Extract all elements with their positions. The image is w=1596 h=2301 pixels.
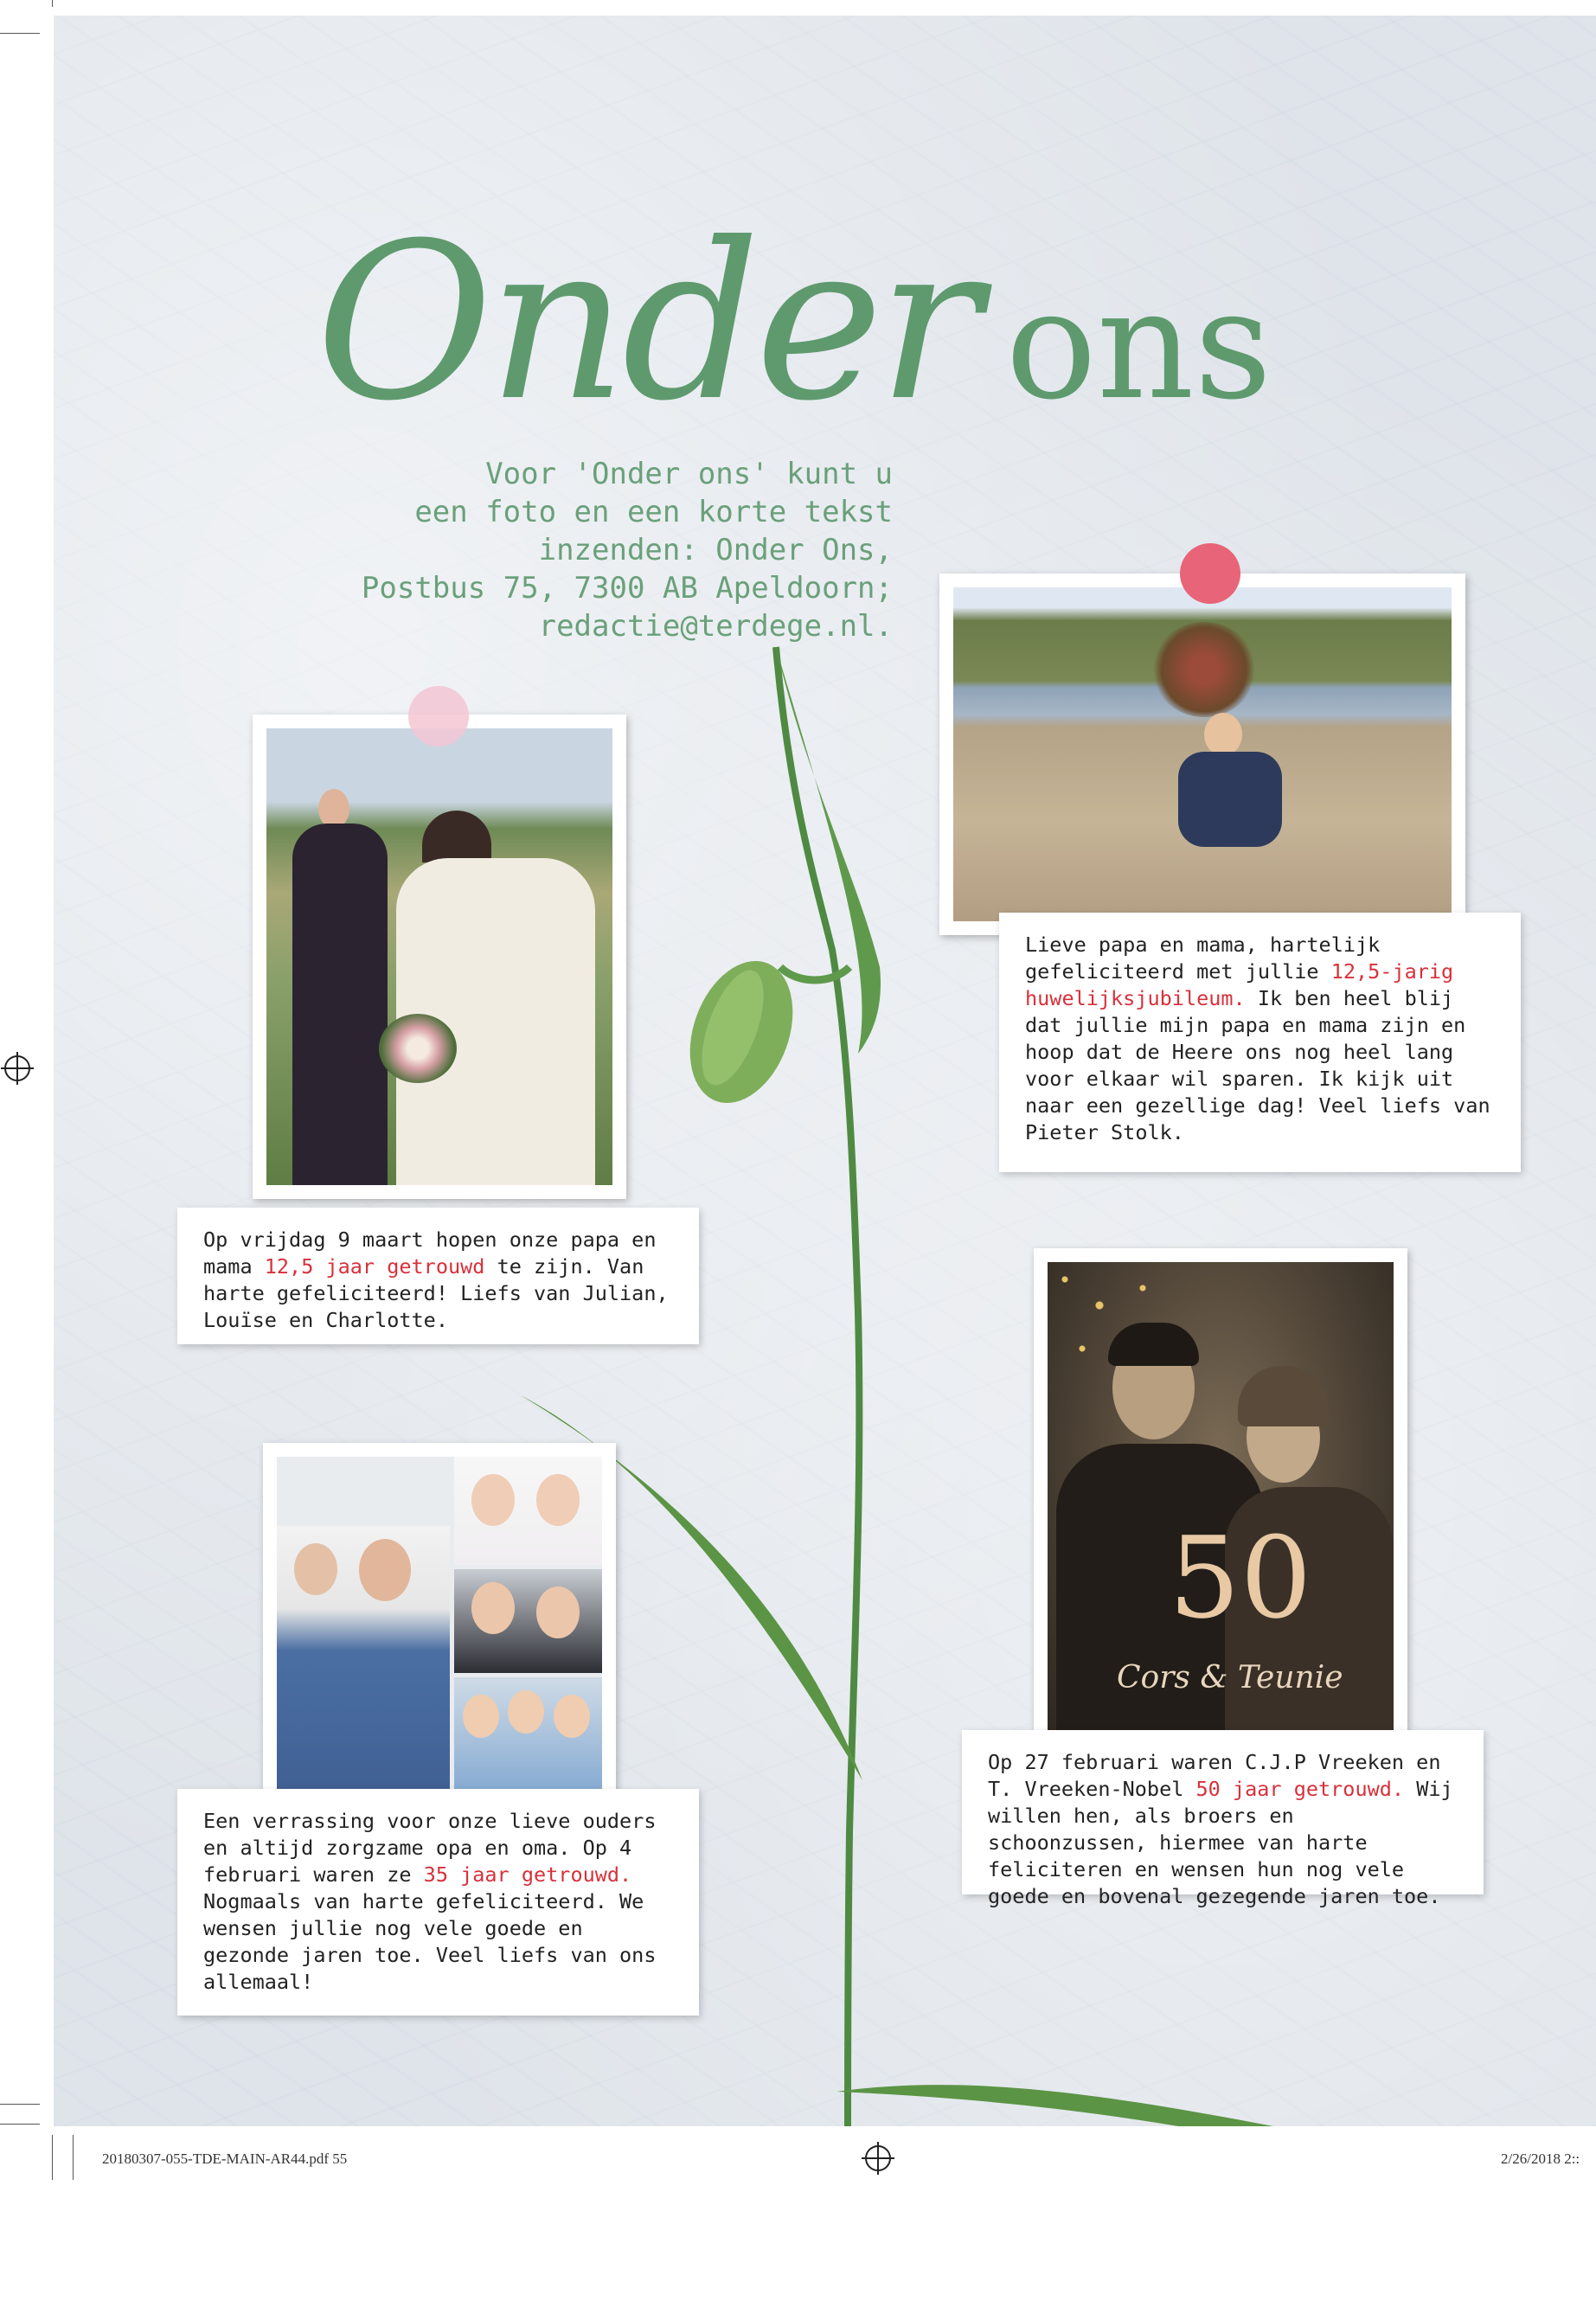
anniversary-card: Op 27 februari waren C.J.P Vreeken en T. Vreeken-Nobel 50 jaar getrouwd. Wij willen hen, als broers en schoonzussen, hiermee van harte feliciteren en wensen hun nog vele goede en bovenal gezegende jaren toe. bbox=[962, 1730, 1484, 1894]
registration-mark-icon bbox=[4, 1055, 30, 1081]
crop-mark bbox=[0, 2124, 40, 2125]
anniversary-photo bbox=[1034, 1248, 1407, 1759]
crop-mark bbox=[0, 33, 40, 34]
pin-pink bbox=[408, 686, 469, 747]
bouquet bbox=[379, 1014, 457, 1083]
kid-face bbox=[554, 1695, 590, 1738]
intro-line: Postbus 75, 7300 AB Apeldoorn; bbox=[361, 571, 893, 606]
pin-red bbox=[1180, 543, 1240, 604]
boy-face bbox=[471, 1582, 515, 1634]
wedding-photo bbox=[253, 715, 626, 1199]
girl-face bbox=[471, 1474, 515, 1526]
family-photo bbox=[263, 1443, 616, 1815]
girl-face bbox=[536, 1474, 580, 1526]
boy-face bbox=[536, 1586, 580, 1638]
kid-face bbox=[508, 1690, 544, 1734]
woman-hair bbox=[1238, 1366, 1329, 1426]
boy-figure bbox=[1204, 713, 1242, 756]
page-title bbox=[316, 196, 1272, 448]
intro-line: Voor 'Onder ons' kunt u bbox=[485, 457, 893, 491]
intro-line: een foto en een korte tekst bbox=[414, 495, 893, 529]
beach-photo bbox=[939, 574, 1465, 935]
anniversary-caption: Cors & Teunie bbox=[1117, 1660, 1343, 1695]
crop-mark bbox=[0, 2104, 40, 2105]
intro-line: redactie@terdege.nl. bbox=[538, 609, 893, 644]
grandma-face bbox=[294, 1543, 337, 1595]
wedding-card: Op vrijdag 9 maart hopen onze papa en mama 12,5 jaar getrouwd te zijn. Van harte gefeliciteerd! Liefs van Julian, Louïse en Charlotte. bbox=[177, 1208, 699, 1344]
groom-suit bbox=[292, 824, 388, 1185]
beach-card: Lieve papa en mama, hartelijk gefeliciteerd met jullie 12,5-jarig huwelijksjubileum. Ik ben heel blij dat jullie mijn papa en mama zijn en hoop dat de Heere ons nog heel lang voor elkaar wil sparen. Ik kijk uit naar een gezellige dag! Veel liefs van Pieter Stolk. bbox=[999, 913, 1521, 1172]
highlight-text: 12,5 jaar getrouwd bbox=[264, 1254, 485, 1279]
intro-line: inzenden: Onder Ons, bbox=[538, 533, 893, 567]
kid-face bbox=[463, 1695, 499, 1738]
bride-veil bbox=[422, 811, 491, 862]
highlight-text: 50 jaar getrouwd. bbox=[1195, 1777, 1405, 1801]
magazine-page bbox=[54, 16, 1596, 2126]
highlight-text: 35 jaar getrouwd. bbox=[423, 1862, 632, 1887]
registration-mark-icon bbox=[865, 2145, 891, 2171]
highlight-text: 12,5-jarig huwelijksjubileum. bbox=[1025, 959, 1454, 1010]
title-italic: Onder bbox=[316, 196, 977, 448]
boy-body bbox=[1178, 752, 1282, 847]
autumn-bush bbox=[1152, 622, 1256, 717]
crop-mark bbox=[52, 0, 53, 7]
crop-mark bbox=[73, 2135, 74, 2180]
footer-filename: 20180307-055-TDE-MAIN-AR44.pdf 55 bbox=[102, 2150, 348, 2167]
grandpa-face bbox=[359, 1539, 411, 1601]
footer-date: 2/26/2018 2:: bbox=[1501, 2150, 1580, 2167]
title-regular: ons bbox=[1005, 258, 1272, 433]
crop-mark bbox=[52, 2135, 53, 2180]
intro-text bbox=[261, 455, 893, 645]
anniversary-number: 50 bbox=[1169, 1512, 1312, 1644]
family-card: Een verrassing voor onze lieve ouders en altijd zorgzame opa en oma. Op 4 februari waren ze 35 jaar getrouwd. Nogmaals van harte gefeliciteerd. We wensen jullie nog vele goede en gezonde jaren toe. Veel liefs van ons allemaal! bbox=[177, 1789, 699, 2016]
